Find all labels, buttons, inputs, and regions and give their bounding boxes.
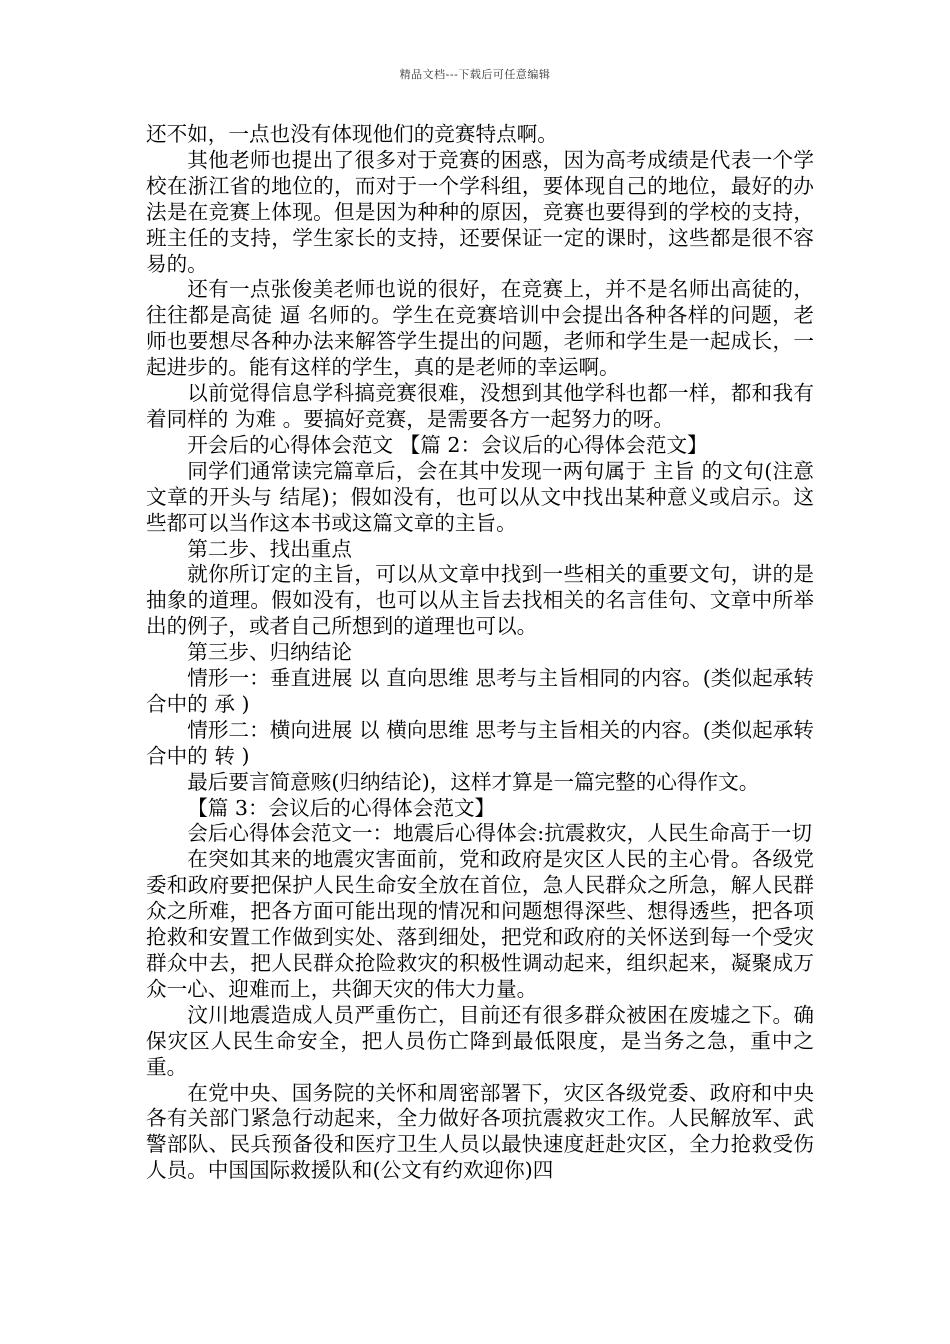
step-heading: 第三步、归纳结论	[187, 640, 352, 665]
paragraph: 以前觉得信息学科搞竞赛很难，没想到其他学科也都一样，都和我有着同样的 为难 。要搞好竞赛，是需要各方一起努力的呀。	[146, 381, 814, 431]
paragraph: 在党中央、国务院的关怀和周密部署下，灾区各级党委、政府和中央各有关部门紧急行动起来，全力做好各项抗震救灾工作。人民解放军、武警部队、民兵预备役和医疗卫生人员以最快速度赶赴灾区，全力抢救受伤人员。中国国际救援队和(公文有约欢迎你)四	[146, 1080, 814, 1183]
paragraph: 在突如其来的地震灾害面前，党和政府是灾区人民的主心骨。各级党委和政府要把保护人民生命安全放在首位，急人民群众之所急，解人民群众之所难，把各方面可能出现的情况和问题想得深些、想得透些，把各项抢救和安置工作做到实处、落到细处，把党和政府的关怀送到每一个受灾群众中去，把人民群众抢险救灾的积极性调动起来，组织起来，凝聚成万众一心、迎难而上，共御天灾的伟大力量。	[146, 847, 814, 1001]
paragraph: 汶川地震造成人员严重伤亡，目前还有很多群众被困在废墟之下。确保灾区人民生命安全，把人员伤亡降到最低限度，是当务之急，重中之重。	[146, 1002, 814, 1079]
page-header: 精品文档---下载后可任意编辑	[399, 68, 551, 81]
paragraph: 最后要言简意赅(归纳结论)，这样才算是一篇完整的心得作文。	[187, 769, 760, 794]
subsection-heading: 会后心得体会范文一：地震后心得体会:抗震救灾，人民生命高于一切	[187, 821, 812, 846]
paragraph: 就你所订定的主旨，可以从文章中找到一些相关的重要文句，讲的是抽象的道理。假如没有，也可以从主旨去找相关的名言佳句、文章中所举出的例子，或者自己所想到的道理也可以。	[146, 562, 814, 639]
section-heading: 【篇 3：会议后的心得体会范文】	[187, 795, 496, 820]
paragraph: 情形二：横向进展 以 横向思维 思考与主旨相关的内容。(类似起承转合中的 转 )	[146, 717, 814, 768]
document-body	[146, 122, 814, 1184]
section-heading: 开会后的心得体会范文 【篇 2：会议后的心得体会范文】	[187, 432, 708, 457]
paragraph: 还不如，一点也没有体现他们的竞赛特点啊。	[146, 122, 558, 146]
paragraph: 情形一：垂直进展 以 直向思维 思考与主旨相同的内容。(类似起承转合中的 承 )	[146, 666, 814, 716]
step-heading: 第二步、找出重点	[187, 536, 352, 561]
paragraph: 其他老师也提出了很多对于竞赛的困惑，因为高考成绩是代表一个学校在浙江省的地位的，而对于一个学科组，要体现自己的地位，最好的办法是在竞赛上体现。但是因为种种的原因，竞赛也要得到的学校的支持，班主任的支持，学生家长的支持，还要保证一定的课时，这些都是很不容易的。	[146, 147, 814, 276]
paragraph: 同学们通常读完篇章后，会在其中发现一两句属于 主旨 的文句(注意文章的开头与 结尾)；假如没有，也可以从文中找出某种意义或启示。这些都可以当作这本书或这篇文章的主旨。	[146, 458, 814, 535]
paragraph: 还有一点张俊美老师也说的很好，在竞赛上，并不是名师出高徒的，往往都是高徒 逼 名师的。学生在竞赛培训中会提出各种各样的问题，老师也要想尽各种办法来解答学生提出的问题，老师和学生是一起成长，一起进步的。能有这样的学生，真的是老师的幸运啊。	[146, 277, 814, 380]
